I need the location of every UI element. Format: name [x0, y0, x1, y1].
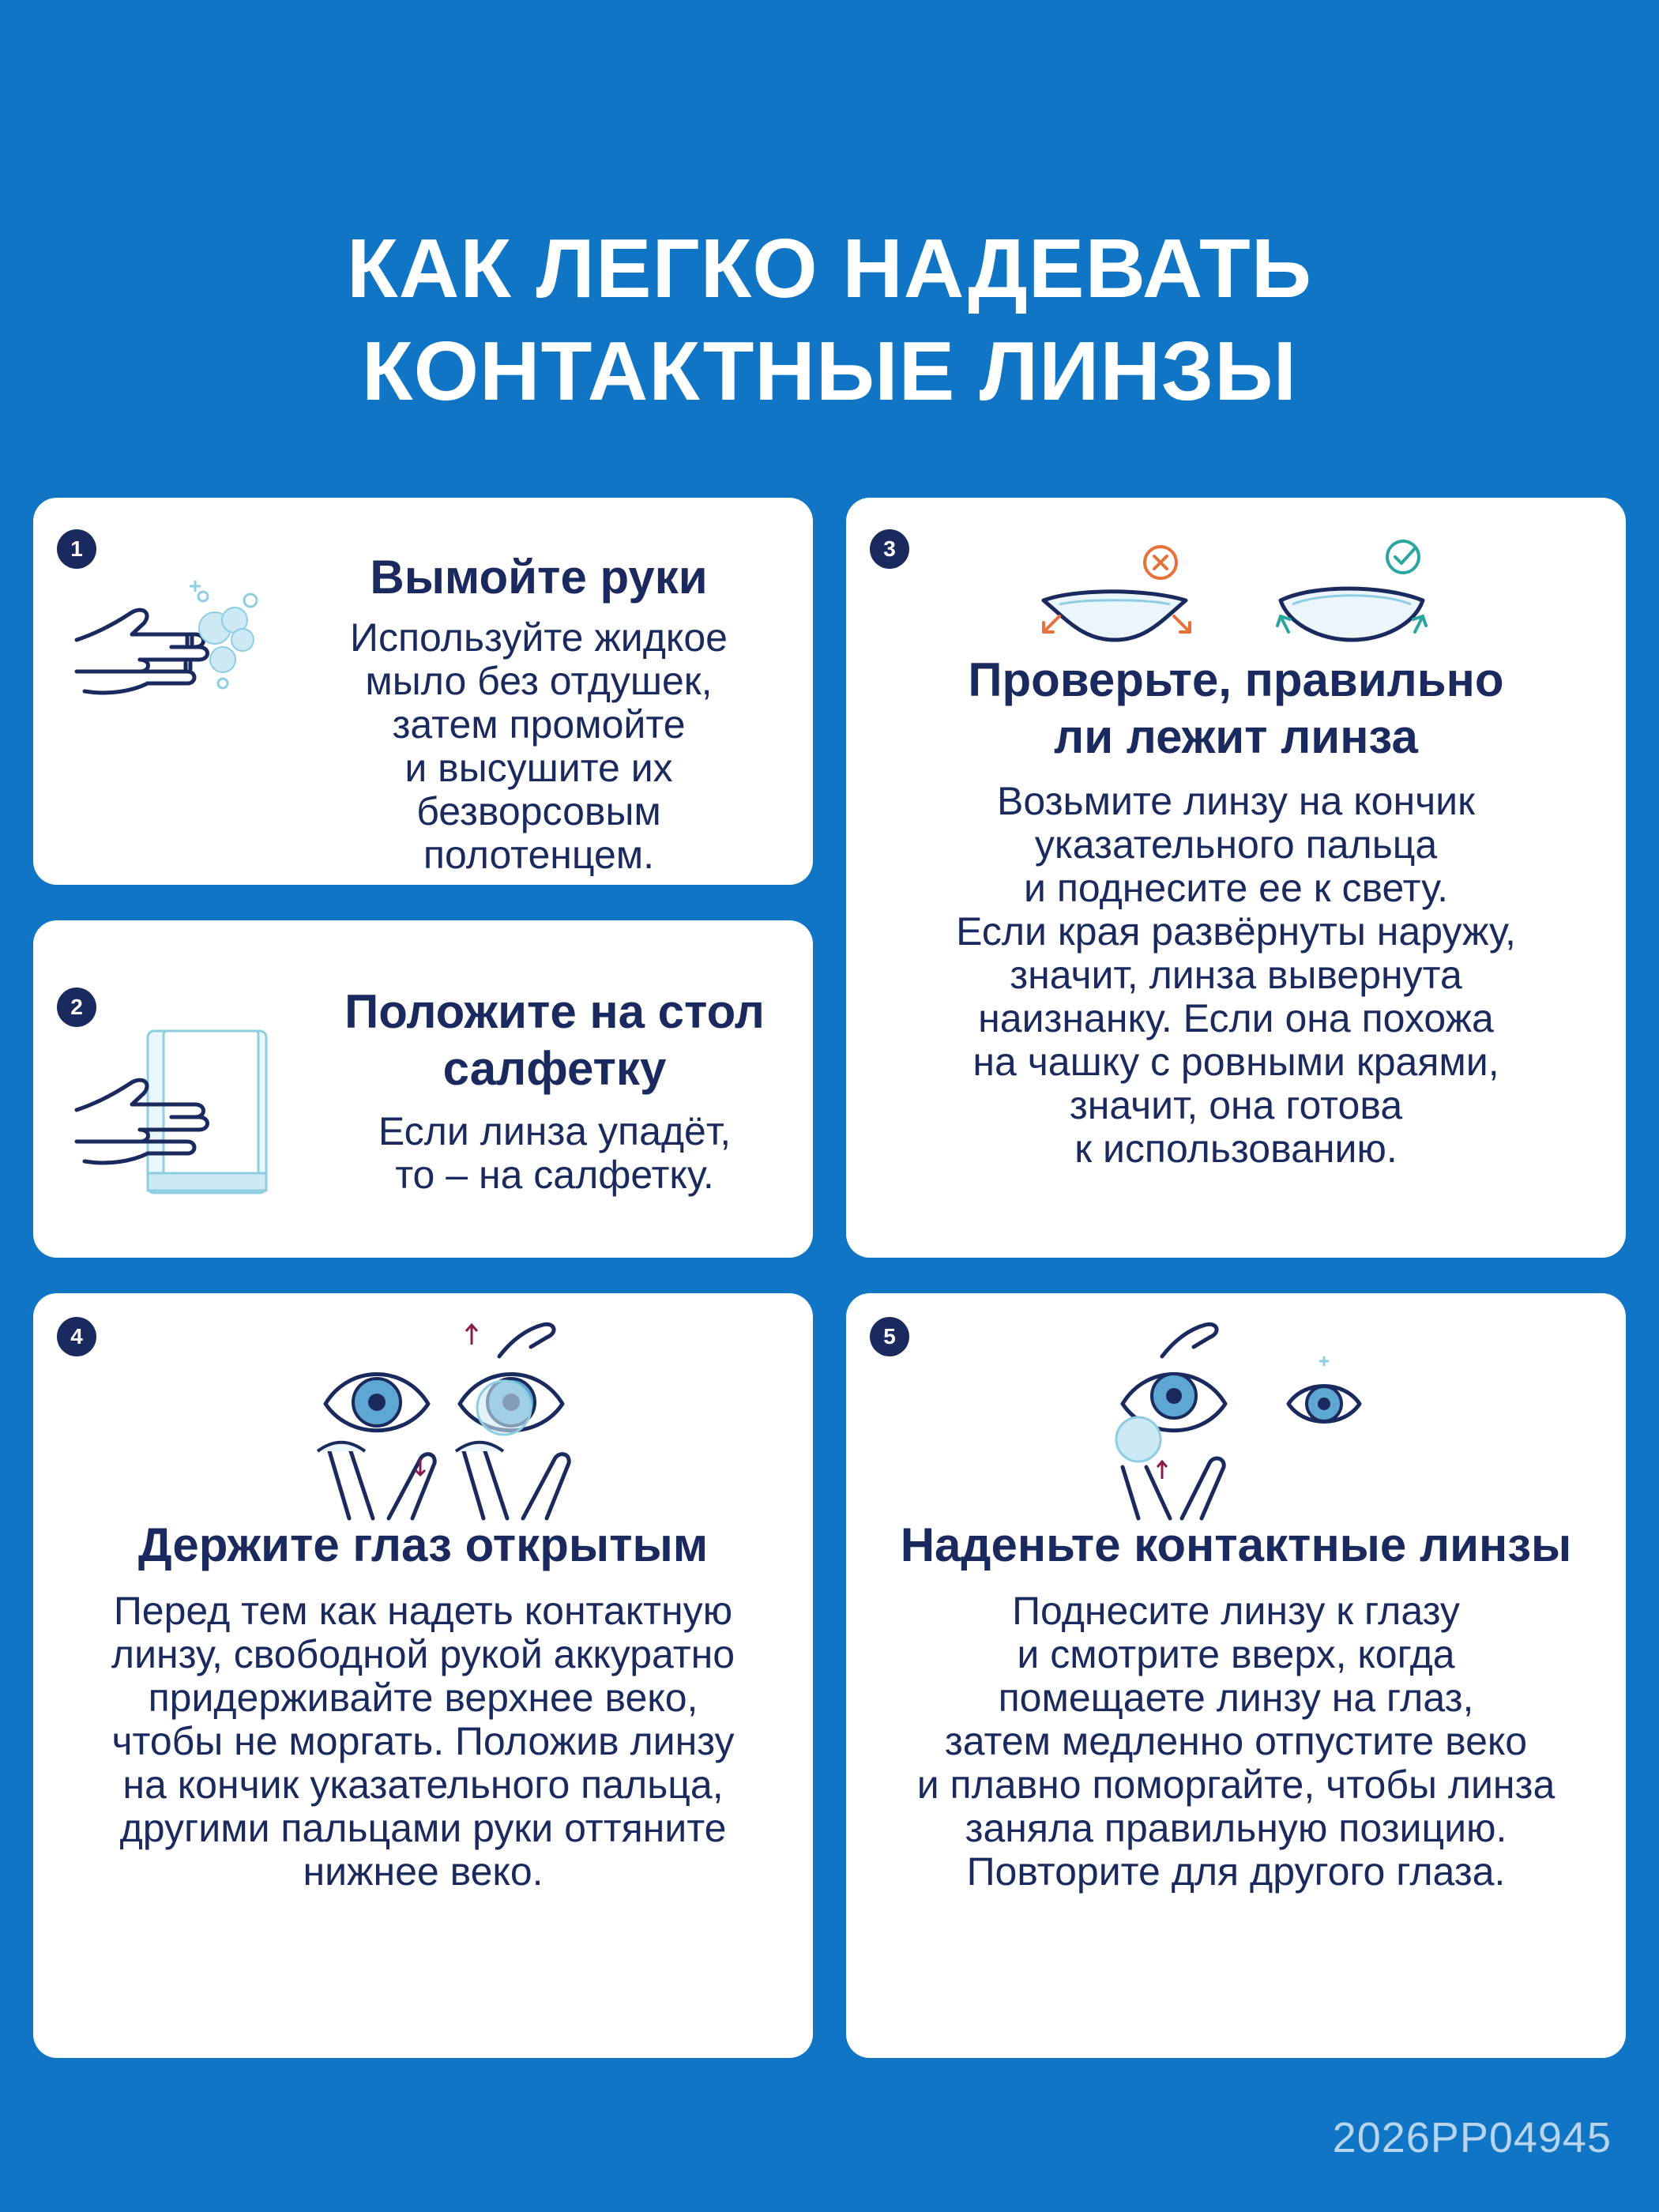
step-number-badge: 3: [870, 529, 909, 569]
step-title: Проверьте, правильно ли лежит линза: [968, 653, 1504, 763]
step-card-5: [846, 1293, 1626, 2058]
step-description: Возьмите линзу на кончик указательного пальца и поднесите ее к свету. Если края развёрнуты наружу, значит, линза вывернута наизнанку. Если она похожа на чашку с ровными краями, значит, она готова к использованию.: [956, 779, 1516, 1171]
step-card-3: [846, 498, 1626, 1258]
step-number-badge: 5: [870, 1317, 909, 1356]
step-description: Поднесите линзу к глазу и смотрите вверх, когда помещаете линзу на глаз, затем медленно отпустите веко и плавно поморгайте, чтобы линза заняла правильную позицию. Повторите для другого глаза.: [916, 1589, 1556, 1894]
step-card-2: [33, 920, 813, 1258]
step-title: Наденьте контактные линзы: [900, 1518, 1572, 1571]
correct-lens-icon: [1265, 514, 1454, 664]
inverted-lens-icon: [1028, 521, 1217, 664]
page-title: [0, 217, 1659, 423]
step-description: Если линза упадёт, то – на салфетку.: [378, 1109, 732, 1197]
step-description: Перед тем как надеть контактную линзу, свободной рукой аккуратно придерживайте верхнее веко, чтобы не моргать. Положив линзу на кончик указательного пальца, другими пальцами руки оттяните нижнее веко.: [111, 1589, 735, 1894]
eye-lens-insertion-icon: [302, 1309, 586, 1538]
page-title-line-2: КОНТАКТНЫЕ ЛИНЗЫ: [361, 325, 1298, 418]
step-card-1: [33, 498, 813, 885]
step-title: Вымойте руки: [370, 551, 708, 604]
step-description: Используйте жидкое мыло без отдушек, затем промойте и высушите их безворсовым полотенцем.: [350, 615, 728, 877]
step-number-badge: 4: [57, 1317, 96, 1356]
step-title: Положите на стол салфетку: [344, 985, 765, 1095]
hand-washing-icon: [53, 565, 274, 723]
page-title-line-1: КАК ЛЕГКО НАДЕВАТЬ: [347, 222, 1312, 315]
eye-lens-placement-icon: [1099, 1309, 1399, 1538]
step-number-badge: 2: [57, 988, 96, 1027]
hand-towel-icon: [53, 1023, 282, 1205]
document-code: 2026PP04945: [1332, 2114, 1612, 2161]
step-number-badge: 1: [57, 529, 96, 569]
step-card-4: [33, 1293, 813, 2058]
step-title: Держите глаз открытым: [137, 1518, 709, 1571]
